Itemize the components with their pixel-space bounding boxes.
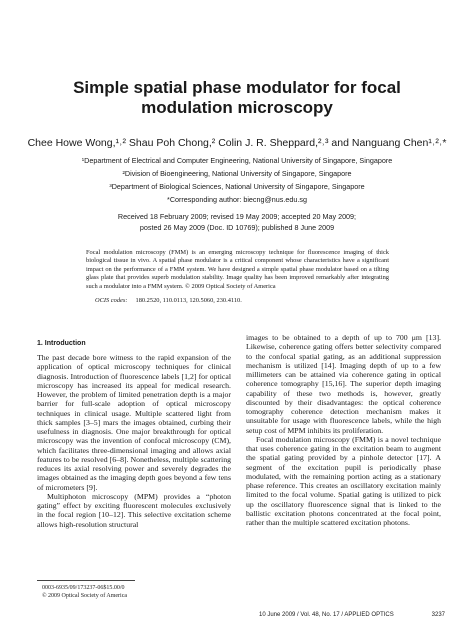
- received-dates: [20, 211, 454, 233]
- section-heading: 1. Introduction: [37, 340, 86, 347]
- page-number: 3237: [431, 612, 445, 618]
- ocis-code-list: 180.2520, 110.0113, 120.5060, 230.4110.: [135, 297, 242, 304]
- abstract: Focal modulation microscopy (FMM) is an emerging microscopy technique for fluorescence imaging of thick biological tissue in vivo. A spatial phase modulator is a critical component whose characteristics have a significant impact on the performance of a FMM system. We have designed a simple spatial phase modulator based on a tilting glass plate that provides superb modulation stability. Image quality has been improved remarkably after integrating such a modulator into a FMM system. © 2009 Optical Society of America: [86, 249, 389, 290]
- left-paragraph-2: Multiphoton microscopy (MPM) provides a “photon gating” effect by exciting fluorescent molecules exclusively in the focal region [10–12]. This selective excitation scheme allows high-resolution structural: [37, 491, 231, 529]
- running-footer: [259, 611, 445, 619]
- affiliation-2: ²Division of Bioengineering, National University of Singapore, Singapore: [122, 169, 352, 178]
- paper-title: Simple spatial phase modulator for focal modulation microscopy: [73, 78, 401, 117]
- right-paragraph-1: images to be obtained to a depth of up to 700 μm [13]. Likewise, coherence gating offers better selectivity compared to the confocal spatial gating, as an additional suppression mechanism is utilized [14]. Imaging depth of up to a few millimeters can be attained via coherence gating in optical coherence tomography [15,16]. The superior depth imaging capability of these two methods is, however, greatly discounted by their disadvantages: the optical coherence tomography coherence detection mechanism makes it unsuitable for usage with fluorescence labels, while the high setup cost of MPM inhibits its proliferation.: [246, 333, 441, 435]
- right-paragraph-2: Focal modulation microscopy (FMM) is a novel technique that uses coherence gating in the excitation beam to augment the spatial gating provided by a pinhole detector [17]. A segment of the excitation pupil is periodically phase modulated, with the remaining portion acting as a stationary phase reference. This creates an oscillatory excitation mainly limited to the focal volume. Spatial gating is utilized to pick up the oscillatory fluorescence signal that is linked to the ballistic excitation photons concentrated at the focal point, rather than the multiple scattered excitation photons.: [246, 434, 441, 527]
- journal-info: 10 June 2009 / Vol. 48, No. 17 / APPLIED OPTICS: [259, 612, 394, 618]
- corresponding-author: *Corresponding author: biecng@nus.edu.sg: [167, 195, 307, 204]
- affiliation-1: ¹Department of Electrical and Computer Engineering, National University of Singapore, Singapore: [81, 156, 393, 165]
- ocis-label: OCIS codes:: [95, 297, 128, 304]
- left-paragraph-1: The past decade bore witness to the rapid expansion of the application of optical microscopy techniques for clinical diagnosis. Introduction of fluorescence labels [1,2] for optical microscopy has increased its appeal for medical research. However, the problem of limited penetration depth is a major barrier for full-scale adoption of optical microscopy techniques in clinical usage. Multiple scattered light from thick samples [3–5] mars the images obtained, curbing their usefulness in diagnosis. One major breakthrough for optical microscopy was the invention of confocal microscopy (CM), which facilitates three-dimensional imaging and allows axial features to be resolved [6–8]. Nonetheless, multiple scattering reduces its axial resolving power and severely degrades the images obtained as the imaging depth goes beyond a few tens of micrometers [9].: [37, 353, 231, 492]
- ocis-codes: [86, 297, 389, 305]
- affiliations: [20, 154, 454, 206]
- left-column: [37, 339, 231, 529]
- received-line-2: posted 26 May 2009 (Doc. ID 10769); published 8 June 2009: [139, 223, 335, 232]
- footnote-divider: [37, 580, 135, 581]
- right-column: [246, 333, 441, 527]
- author-list: Chee Howe Wong,¹˒² Shau Poh Chong,² Colin J. R. Sheppard,²˒³ and Nanguang Chen¹˒²˒*: [27, 137, 447, 149]
- received-line-1: Received 18 February 2009; revised 19 May 2009; accepted 20 May 2009;: [117, 212, 357, 221]
- doi-footnote: 0003-6935/09/173237-06$15.00/0: [42, 585, 125, 591]
- copyright-footnote: © 2009 Optical Society of America: [42, 593, 128, 599]
- affiliation-3: ³Department of Biological Sciences, National University of Singapore, Singapore: [109, 182, 365, 191]
